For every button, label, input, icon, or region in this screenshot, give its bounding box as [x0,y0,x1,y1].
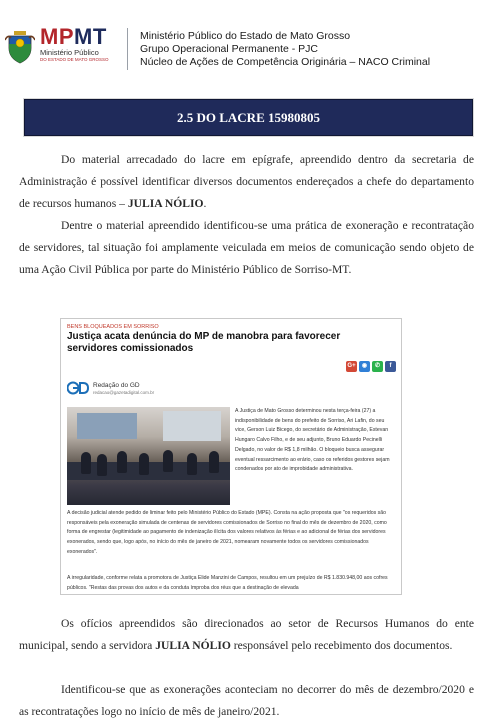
share-buttons [346,361,396,372]
news-lead-text: A Justiça de Mato Grosso determinou nesta terça-feira (27) a indisponibilidade de bens do prefeito de Sorriso, Ari Lafin, do seu vice, Gerson Luiz Bicego, do secretário de Administração, Estevan Hungaro Calvo Filho, e de seu adjunto, Bruno Eduardo Pecinelli Delgado, no valor de R$ 1,8 milhão. O bloqueio busca assegurar eventual ressarcimento ao erário, caso os referidos gestores sejam condenados por ato de improbidade administrativa. [235,408,390,473]
header-line-1: Ministério Público do Estado de Mato Grosso [140,30,351,42]
mpmt-logo [40,26,122,70]
news-body-1: A decisão judicial atende pedido de liminar feito pelo Ministério Público do Estado (MPE). Consta na ação proposta que "os requeridos são responsáveis pela exoneração simulada de centenas de servidores comissionados de Sorriso no final do mês de dezembro de 2020, como forma de engrestar (legitimidade ao pagamento de indenização ilícita dos valores relativos às férias e ao adicional de férias dos servidores exonerados, sendo que, logo após, no início do mês de janeiro de 2021, nomearam novamente todos os servidores comissionados exonerados". [67,510,387,555]
header-line-2: Grupo Operacional Permanente - PJC [140,43,319,55]
news-author: Redação do GD [93,382,140,389]
header-divider [127,28,128,70]
person-name: JULIA NÓLIO [127,197,204,210]
gazeta-digital-logo-icon [67,381,89,395]
paragraph-3: Os ofícios apreendidos são direcionados ao setor de Recursos Humanos do ente municipal, sendo a servidora JULIA NÓLIO responsável pelo recebimento dos documentos. [19,617,474,652]
section-title: 2.5 DO LACRE 15980805 [24,99,473,136]
news-article-screenshot [60,318,402,595]
news-author-email: redacao@gazetadigital.com.br [93,390,155,395]
logo-subtitle: Ministério Público [40,48,99,57]
header-institution [140,30,430,69]
paragraph-4: Identificou-se que as exonerações aconteciam no decorrer do mês de dezembro/2020 e as recontratações logo no início de mês de janeiro/2021. [19,683,474,718]
messenger-icon[interactable]: ◉ [359,361,370,372]
google-plus-icon[interactable]: G+ [346,361,357,372]
coat-of-arms-icon [5,30,35,64]
paragraph-1: Do material arrecadado do lacre em epígrafe, apreendido dentro da secretaria de Administração é possível identificar diversos documentos endereçados a chefe do departamento de recursos humanos – JULIA NÓLIO. [19,153,474,210]
whatsapp-icon[interactable]: ✆ [372,361,383,372]
paragraph-2: Dentre o material apreendido identificou-se uma prática de exoneração e recontratação de servidores, tal situação foi amplamente veiculada em meios de comunicação sendo objeto de uma Ação Civil Pública por parte do Ministério Público de Sorriso-MT. [19,219,474,276]
facebook-icon[interactable]: f [385,361,396,372]
logo-subtitle-state: DO ESTADO DE MATO GROSSO [40,57,109,62]
person-name: JULIA NÓLIO [155,639,231,652]
news-body-2: A irregularidade, conforme relata a promotora de Justiça Elide Manzini de Campos, resultou em um prejuízo de R$ 1.830.948,00 aos cofres públicos. "Restas das provas dos autos e da conduta ímproba dos réus que a destinação de elevada [67,575,388,591]
letterhead [0,0,492,70]
news-photo [67,407,230,505]
news-headline: Justiça acata denúncia do MP de manobra para favorecer servidores comissionados [67,331,341,354]
header-line-3: Núcleo de Ações de Competência Originária – NACO Criminal [140,56,431,68]
news-kicker: BENS BLOQUEADOS EM SORRISO [67,324,159,330]
logo-wordmark: MPMT [40,24,107,49]
